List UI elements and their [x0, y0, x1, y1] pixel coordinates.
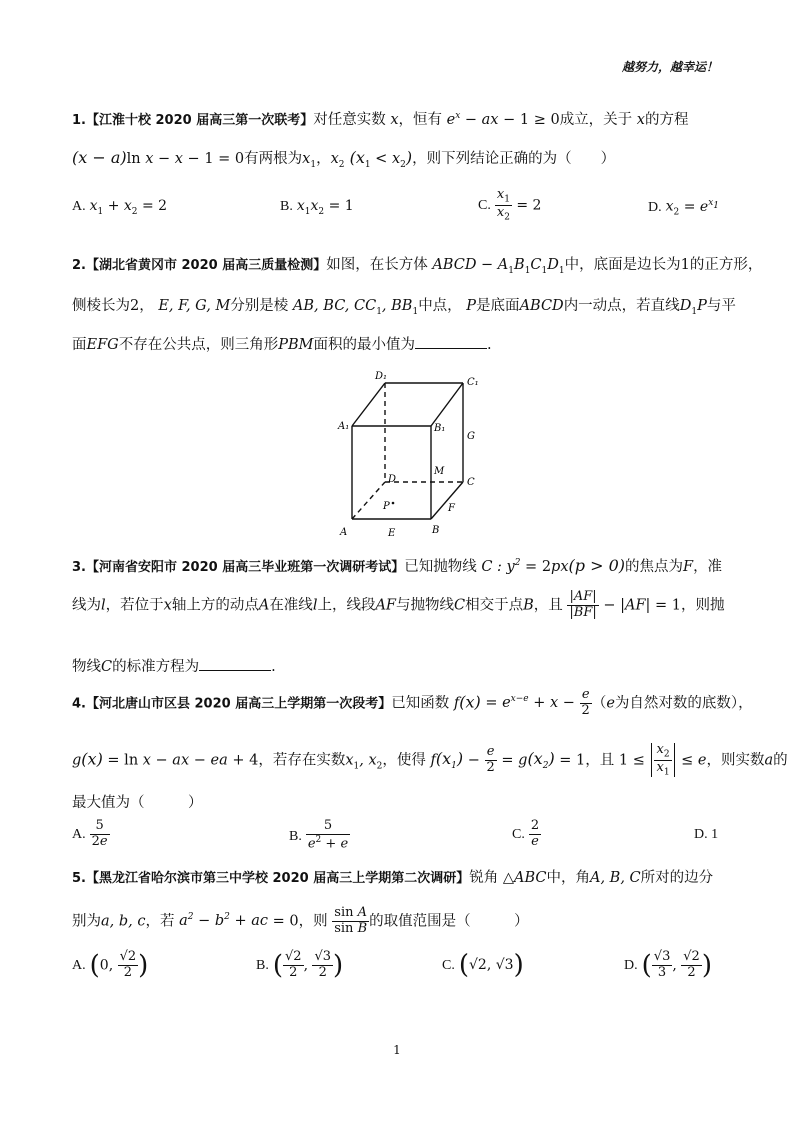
question-4-line-3: 最大值为（ ） [72, 795, 203, 811]
answer-blank [199, 669, 271, 671]
vertex-label: B₁ [434, 423, 446, 434]
question-source: 【湖北省黄冈市 2020 届高三质量检测】 [85, 258, 327, 273]
option-b[interactable]: B. $\frac{5}{e^2 + e}$ [289, 818, 349, 852]
question-number: 1. [72, 113, 86, 128]
question-2-line-3: 面EFG不存在公共点，则三角形PBM面积的最小值为 . [72, 337, 492, 353]
option-d[interactable]: D. 1 [694, 827, 719, 842]
option-d[interactable]: D. $x_2 = e^{x_1}$ [648, 198, 719, 218]
question-source: 【河北唐山市区县 2020 届高三上学期第一次段考】 [85, 696, 392, 712]
question-2-line-2: 侧棱长为2， E, F, G, M分别是棱 AB, BC, $CC_1$, $BB_1$中点， P是底面ABCD内一动点，若直线$D_1P$与平 [72, 298, 736, 317]
vertex-label: D [388, 474, 397, 485]
option-b[interactable]: B. $x_1x_2 = 1$ [280, 198, 354, 217]
vertex-label: F [448, 503, 455, 514]
question-4-line-1: 4.【河北唐山市区县 2020 届高三上学期第一次段考】已知函数 $f(x) = e^{x-e} + x$ − $\frac{e}{2}$ （e为自然对数的底数）， [72, 687, 753, 718]
question-3-line-2: 线为l，若位于x轴上方的动点A在准线l上，线段AF与抛物线C相交于点B，且 $\frac{|AF|}{|BF|}$ − |AF| = 1，则抛 [72, 589, 725, 620]
vertex-label: P [383, 501, 390, 512]
question-number: 3. [72, 560, 86, 575]
question-number: 5. [72, 871, 86, 886]
question-source: 【河南省安阳市 2020 届高三毕业班第一次调研考试】 [85, 560, 405, 575]
question-4-line-2: g(x) = ln x − ax − ea + 4，若存在实数$x_1$, $x_2$，使得 $f(x_1)$ − $\frac{e}{2}$ = $g(x_2) = 1$，且 1 ≤ $\frac{x_2}{x_1}$ ≤ e，则实数a的 [72, 742, 788, 778]
option-d[interactable]: D. ( $\frac{√3}{3}$ , $\frac{√2}{2}$ ) [624, 949, 712, 981]
question-5-line-1: 5.【黑龙江省哈尔滨市第三中学校 2020 届高三上学期第二次调研】锐角 △ABC中，角A, B, C所对的边分 [72, 870, 714, 886]
cuboid-figure [330, 365, 490, 545]
vertex-label: C₁ [467, 377, 479, 388]
question-5-line-2: 别为a, b, c，若 $a^2 - b^2$ + ac = 0，则 $\frac{\text{sin A}}{\text{sin B}}$ 的取值范围是（ ） [72, 905, 529, 936]
question-1-line-1: 1.【江淮十校 2020 届高三第一次联考】对任意实数 x，恒有 $e^x$ − ax − 1 ≥ 0成立，关于 x的方程 [72, 111, 689, 128]
vertex-label: G [467, 431, 475, 442]
answer-blank [415, 347, 487, 349]
vertex-label: C [467, 477, 475, 488]
question-source: 【黑龙江省哈尔滨市第三中学校 2020 届高三上学期第二次调研】 [85, 871, 470, 886]
option-a[interactable]: A. (0, $\frac{√2}{2}$ ) [72, 949, 149, 981]
option-c[interactable]: C. $\frac{x_1}{x_2}$ = 2 [478, 187, 542, 223]
option-a[interactable]: A. $x_1 + x_2 = 2$ [72, 198, 168, 217]
question-1-line-2: (x − a)ln x − x − 1 = 0有两根为$x_1$，$x_2$ $(x_1 < x_2)$，则下列结论正确的为（ ） [72, 148, 616, 170]
vertex-label: E [388, 528, 396, 539]
vertex-label: M [434, 466, 445, 477]
vertex-label: A [340, 527, 348, 538]
question-2-line-1: 2.【湖北省黄冈市 2020 届高三质量检测】如图，在长方体 ABCD − $A_1B_1C_1D_1$中，底面是边长为1的正方形， [72, 257, 763, 276]
vertex-label: A₁ [338, 421, 350, 432]
option-c[interactable]: C. (√2, √3) [442, 950, 524, 980]
question-3-line-1: 3.【河南省安阳市 2020 届高三毕业班第一次调研考试】已知抛物线 C : $y^2 = 2px(p > 0)$的焦点为F，准 [72, 556, 723, 575]
question-3-line-3: 物线C的标准方程为 . [72, 659, 276, 675]
question-number: 4. [72, 696, 86, 712]
page-number: 1 [393, 1043, 401, 1057]
question-source: 【江淮十校 2020 届高三第一次联考】 [85, 113, 314, 128]
option-c[interactable]: C. $\frac{2}{e}$ [512, 818, 540, 849]
vertex-label: B [432, 525, 440, 536]
question-number: 2. [72, 258, 86, 273]
vertex-label: D₁ [375, 371, 388, 382]
header-slogan: 越努力，越幸运！ [621, 60, 718, 74]
option-a[interactable]: A. $\frac{5}{2e}$ [72, 818, 108, 849]
option-b[interactable]: B. ( $\frac{√2}{2}$ , $\frac{√3}{2}$ ) [256, 949, 344, 981]
